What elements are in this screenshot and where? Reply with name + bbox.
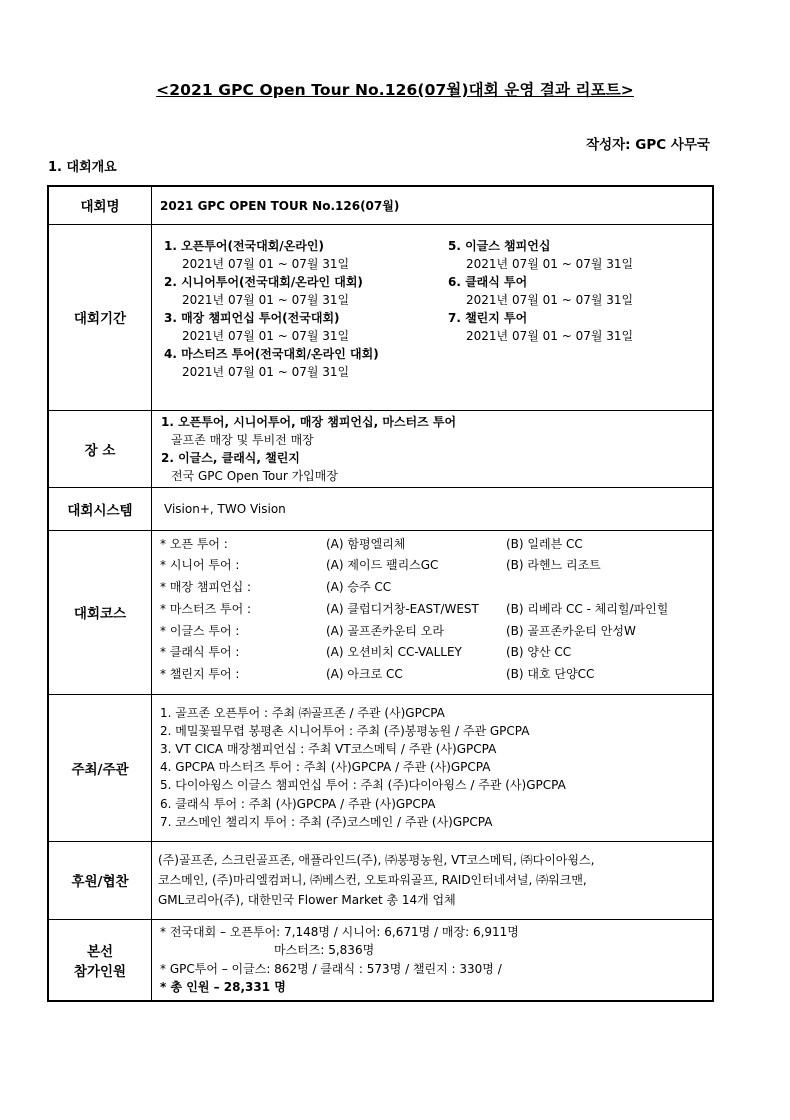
course-row: * 오픈 투어 : (A) 함평엘리체 (B) 일레븐 CC: [160, 536, 583, 551]
row-name: [48, 186, 713, 224]
label-participants: 본선 참가인원: [48, 919, 152, 1001]
period-left-col: 1. 오픈투어(전국대회/온라인) 2021년 07월 01 ~ 07월 31일 2. 시니어투어(전국대회/온라인 대회) 2021년 07월 01 ~ 07월 31일 3. 매장 챔피언십 투어(전국대회) 2021년 07월 01 ~ 07월 31일 4. 마스터즈 투어(전국대회/온라인 대회) 2021년 07월 01 ~ 07월 31일: [164, 238, 379, 379]
list-item: 4. GPCPA 마스터즈 투어 : 주최 (사)GPCPA / 주관 (사)GPCPA: [160, 760, 491, 775]
list-item: 1. 골프존 오픈투어 : 주최 ㈜골프존 / 주관 (사)GPCPA: [160, 705, 445, 720]
course-row: * 시니어 투어 : (A) 제이드 팰리스GC (B) 라헨느 리조트: [160, 558, 601, 573]
list-item: 2. 메밀꽃필무렵 봉평촌 시니어투어 : 주최 (주)봉평농원 / 주관 GPCPA: [160, 723, 530, 738]
author-line: 작성자: GPC 사무국: [586, 137, 710, 153]
value-system: Vision+, TWO Vision: [152, 487, 714, 530]
row-sponsor: 후원/협찬 (주)골프존, 스크린골프존, 애플라인드(주), ㈜봉평농원, VT코스메틱, ㈜다이아윙스, 코스메인, (주)마리엘컴퍼니, ㈜베스컨, 오토파워골프, RAID인터네셔널, ㈜워크맨, GML코리아(주), 대한민국 Flower Market 총 14개 업체: [48, 841, 713, 919]
period-right-col: 5. 이글스 챔피언십 2021년 07월 01 ~ 07월 31일 6. 클래식 투어 2021년 07월 01 ~ 07월 31일 7. 챌린지 투어 2021년 07월 01 ~ 07월 31일: [448, 238, 634, 343]
row-period: [48, 224, 713, 410]
label-venue: 장 소: [48, 410, 152, 487]
course-list: [160, 534, 712, 687]
row-venue: 장 소 1. 오픈투어, 시니어투어, 매장 챔피언십, 마스터즈 투어 골프존 매장 및 투비전 매장 2. 이글스, 클래식, 챌린지 전국 GPC Open Tour 가입매장: [48, 410, 713, 487]
list-item: 3. VT CICA 매장챔피언십 : 주최 VT코스메틱 / 주관 (사)GPCPA: [160, 741, 497, 756]
course-row: * 이글스 투어 : (A) 골프존카운티 오라 (B) 골프존카운티 안성W: [160, 623, 636, 638]
course-row: * 마스터즈 투어 : (A) 클럽디거창-EAST/WEST (B) 리베라 CC - 체리힐/파인힐: [160, 601, 669, 616]
total-participants: * 총 인원 – 28,331 명: [160, 980, 286, 994]
label-course: 대회코스: [48, 530, 152, 694]
host-list: [152, 694, 714, 841]
label-sponsor: 후원/협찬: [48, 841, 152, 919]
label-period: 대회기간: [48, 224, 152, 410]
label-name: 대회명: [48, 186, 152, 224]
value-name: 2021 GPC OPEN TOUR No.126(07월): [152, 186, 714, 224]
list-item: 7. 코스메인 챌리지 투어 : 주최 (주)코스메인 / 주관 (사)GPCPA: [160, 814, 493, 829]
list-item: 5. 다이아윙스 이글스 챔피언십 투어 : 주최 (주)다이아윙스 / 주관 (사)GPCPA: [160, 778, 566, 793]
section-heading: 1. 대회개요: [48, 160, 117, 175]
label-host: 주최/주관: [48, 694, 152, 841]
page-title: <2021 GPC Open Tour No.126(07월)대회 운영 결과 리포트>: [156, 81, 634, 99]
course-row: * 매장 챔피언십 : (A) 승주 CC: [160, 580, 392, 595]
row-host: [48, 694, 713, 841]
list-item: 6. 클래식 투어 : 주최 (사)GPCPA / 주관 (사)GPCPA: [160, 796, 436, 811]
course-row: * 챌린지 투어 : (A) 아크로 CC (B) 대호 단양CC: [160, 667, 595, 682]
overview-table: [47, 185, 714, 1002]
row-course: [48, 530, 713, 694]
label-system: 대회시스템: [48, 487, 152, 530]
course-row: * 클래식 투어 : (A) 오션비치 CC-VALLEY (B) 양산 CC: [160, 645, 572, 660]
row-participants: 본선 참가인원 * 전국대회 – 오픈투어: 7,148명 / 시니어: 6,671명 / 매장: 6,911명 마스터즈: 5,836명 * GPC투어 – 이글스: 862명 / 클래식 : 573명 / 챌린지 : 330명 / * 총 인원 – 28,331 명: [48, 919, 713, 1001]
row-system: [48, 487, 713, 530]
